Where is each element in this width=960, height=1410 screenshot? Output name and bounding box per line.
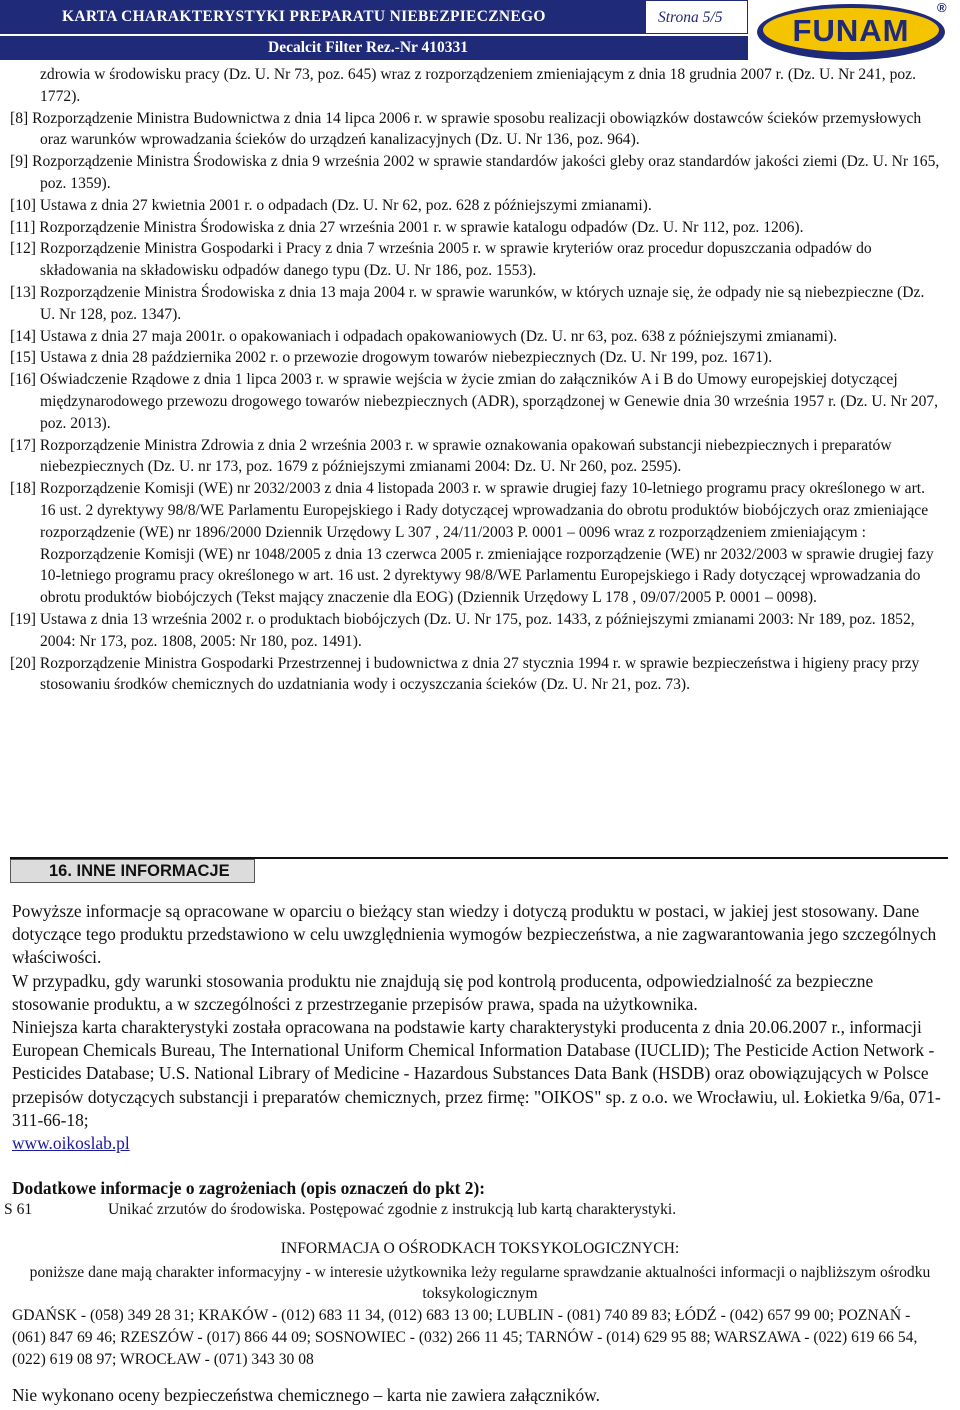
- reference-item: [16] Oświadczenie Rządowe z dnia 1 lipca 2003 r. w sprawie wejścia w życie zmian do załączników A i B do Umowy europejskiej dotyczącej międzynarodowego przewozu drogowego towarów niebezpiecznych (ADR), sporządzonej w Genewie dnia 30 września 1957 r. (Dz. U. Nr 207, poz. 2013).: [10, 371, 939, 432]
- section-16-header: [10, 857, 948, 883]
- phrase-text: Unikać zrzutów do środowiska. Postępować zgodnie z instrukcją lub kartą charakterystyki.: [108, 1201, 677, 1218]
- reference-item: [10] Ustawa z dnia 27 kwietnia 2001 r. o odpadach (Dz. U. Nr 62, poz. 628 z późniejszymi zmianami).: [10, 196, 652, 214]
- reference-item: [9] Rozporządzenie Ministra Środowiska z dnia 9 września 2002 w sprawie standardów jakości gleby oraz standardów jakości ziemi (Dz. U. Nr 165, poz. 1359).: [10, 153, 940, 192]
- reference-item: [14] Ustawa z dnia 27 maja 2001r. o opakowaniach i odpadach opakowaniowych (Dz. U. nr 63, poz. 638 z późniejszymi zmianami).: [10, 327, 838, 345]
- logo-text: FUNAM: [792, 13, 910, 48]
- info-paragraph-text: Niniejsza karta charakterystyki została opracowana na podstawie karty charakterystyki producenta z dnia 20.06.2007 r., informacji European Chemicals Bureau, The International Uniform Chemical Information Database (IUCLID); The Pesticide Action Network - Pesticides Database; U.S. National Library of Medicine - Hazardous Substances Data Bank (HSDB) oraz obowiązujących w Polsce przepisów dotyczących substancji i preparatów chemicznych, przez firmę: "OIKOS" sp. z o.o. we Wrocławiu, ul. Łokietka 9/6a, 071-311-66-18;: [12, 1017, 941, 1130]
- toxicology-contacts: GDAŃSK - (058) 349 28 31; KRAKÓW - (012) 683 11 34, (012) 683 13 00; LUBLIN - (081) 740 89 83; ŁÓDŹ - (042) 657 99 00; POZNAŃ - (061) 847 69 46; RZESZÓW - (017) 866 44 09; SOSNOWIEC - (032) 266 11 45; TARNÓW - (014) 629 95 88; WARSZAWA - (022) 619 66 54, (022) 619 08 97; WROCŁAW - (071) 343 30 08: [12, 1307, 918, 1368]
- additional-info-heading: Dodatkowe informacje o zagrożeniach (opis oznaczeń do pkt 2):: [12, 1178, 486, 1198]
- header-band: [0, 0, 748, 34]
- page-number-box: [645, 0, 748, 34]
- document-title: KARTA CHARAKTERYSTYKI PREPARATU NIEBEZPIECZNEGO: [62, 8, 546, 25]
- reference-item: [12] Rozporządzenie Ministra Gospodarki i Pracy z dnia 7 września 2005 r. w sprawie kryteriów oraz procedur dopuszczania odpadów do składowania na składowisku odpadów danego typu (Dz. U. Nr 186, poz. 1553).: [10, 240, 872, 280]
- reference-item: [15] Ustawa z dnia 28 października 2002 r. o przewozie drogowym towarów niebezpiecznych (Dz. U. Nr 199, poz. 1671).: [10, 349, 773, 367]
- reference-item: zdrowia w środowisku pracy (Dz. U. Nr 73, poz. 645) wraz z rozporządzeniem zmieniającym z dnia 18 grudnia 2007 r. (Dz. U. Nr 241, poz. 1772).: [40, 66, 916, 105]
- reference-item: [11] Rozporządzenie Ministra Środowiska z dnia 27 września 2001 r. w sprawie katalogu odpadów (Dz. U. Nr 112, poz. 1206).: [10, 218, 804, 236]
- funam-logo: [757, 2, 947, 60]
- info-paragraph: [12, 1016, 947, 1155]
- reference-item: [19] Ustawa z dnia 13 września 2002 r. o produktach biobójczych (Dz. U. Nr 175, poz. 1433, z późniejszymi zmianami 2003: Nr 189, poz. 1852, 2004: Nr 173, poz. 1808, 2005: Nr 180, poz. 1491).: [10, 610, 915, 650]
- section-heading-box: [10, 859, 255, 883]
- product-name: Decalcit Filter Rez.-Nr 410331: [268, 39, 468, 56]
- website-link[interactable]: www.oikoslab.pl: [12, 1133, 130, 1154]
- registered-mark: ®: [937, 0, 947, 15]
- footer-note: Nie wykonano oceny bezpieczeństwa chemicznego – karta nie zawiera załączników.: [12, 1385, 600, 1405]
- page-number: Strona 5/5: [658, 9, 723, 26]
- reference-item: [8] Rozporządzenie Ministra Budownictwa z dnia 14 lipca 2006 r. w sprawie sposobu realizacji obowiązków dostawców ścieków przemysłowych oraz warunków wprowadzania ścieków do urządzeń kanalizacyjnych (Dz. U. Nr 136, poz. 964).: [10, 109, 922, 149]
- other-information: [12, 900, 947, 1155]
- info-paragraph: W przypadku, gdy warunki stosowania produktu nie znajdują się pod kontrolą producenta, odpowiedzialność za bezpieczne stosowanie produktu, a w szczególności z przestrzeganie przepisów prawa, spada na użytkownika.: [12, 970, 874, 1014]
- info-paragraph: Powyższe informacje są opracowane w oparciu o bieżący stan wiedzy i dotyczą produktu w postaci, w jakiej jest stosowany. Dane dotyczące tego produktu przedstawiono w celu uwzględnienia wymogów bezpieczeństwa, a nie zagwarantowania jego szczególnych właściwości.: [12, 901, 937, 968]
- section-heading: 16. INNE INFORMACJE: [49, 862, 230, 880]
- reference-item: [18] Rozporządzenie Komisji (WE) nr 2032/2003 z dnia 4 listopada 2003 r. w sprawie drugiej fazy 10-letniego programu pracy określonego w art. 16 ust. 2 dyrektywy 98/8/WE Parlamentu Europejskiego i Rady dotyczącej wprowadzania do obrotu produktów biobójczych oraz zmieniające rozporządzenie (WE) nr 1896/2000 Dziennik Urzędowy L 307 , 24/11/2003 P. 0001 – 0096 wraz z rozporządzeniem zmieniającym : Rozporządzenie Komisji (WE) nr 1048/2005 z dnia 13 czerwca 2005 r. zmieniające rozporządzenie (WE) nr 2032/2003 w sprawie drugiej fazy 10-letniego programu pracy określonego w art. 16 ust. 2 dyrektywy 98/8/WE Parlamentu Europejskiego i Rady dotyczącej wprowadzania do obrotu produktów biobójczych (Tekst mający znaczenie dla EOG) (Dziennik Urzędowy L 178 , 09/07/2005 P. 0001 – 0098).: [10, 480, 934, 607]
- reference-item: [17] Rozporządzenie Ministra Zdrowia z dnia 2 września 2003 r. w sprawie oznakowania opakowań substancji niebezpiecznych i preparatów niebezpiecznych (Dz. U. nr 173, poz. 1679 z późniejszymi zmianami 2004: Dz. U. Nr 260, poz. 2595).: [10, 436, 892, 476]
- toxicology-title: INFORMACJA O OŚRODKACH TOKSYKOLOGICZNYCH:: [280, 1240, 680, 1257]
- reference-item: [13] Rozporządzenie Ministra Środowiska z dnia 13 maja 2004 r. w sprawie warunków, w których uznaje się, że odpady nie są niebezpieczne (Dz. U. Nr 128, poz. 1347).: [10, 283, 925, 323]
- reference-item: [20] Rozporządzenie Ministra Gospodarki Przestrzennej i budownictwa z dnia 27 stycznia 1994 r. w sprawie bezpieczeństwa i higieny pracy przy stosowaniu środków chemicznych do uzdatniania wody i oczyszczania ścieków (Dz. U. Nr 21, poz. 73).: [10, 654, 920, 694]
- header-subtitle-band: [0, 36, 748, 60]
- toxicology-note: poniższe dane mają charakter informacyjny - w interesie użytkownika leży regularne sprawdzanie aktualności informacji o najbliższym ośrodku toksykologicznym: [29, 1264, 931, 1302]
- page-header: [0, 0, 960, 62]
- phrase-code: S 61: [4, 1201, 33, 1218]
- references-list: [10, 64, 940, 696]
